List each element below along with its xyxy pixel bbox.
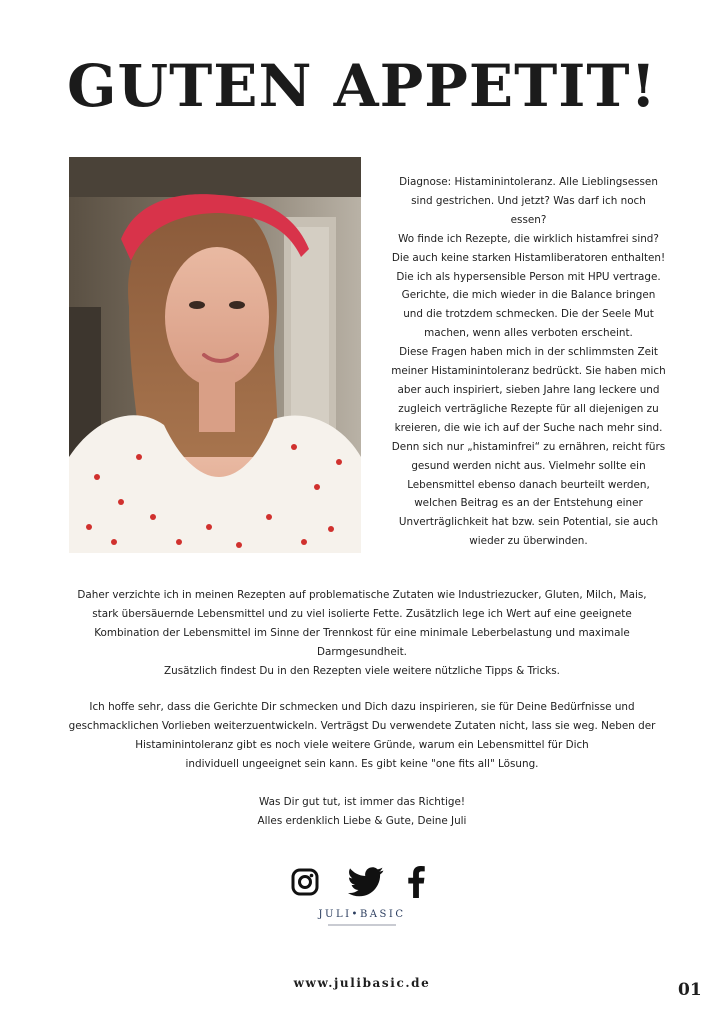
intro-line: zugleich verträgliche Rezepte für all diejenigen zu bbox=[398, 402, 659, 415]
intro-line: wieder zu überwinden. bbox=[469, 535, 588, 548]
intro-line: gesund werden nicht aus. Vielmehr sollte ein bbox=[411, 459, 646, 472]
intro-line: machen, wenn alles verboten erscheint. bbox=[424, 327, 633, 340]
paragraph-ingredients bbox=[40, 586, 684, 681]
page-number: 01 bbox=[678, 980, 702, 1000]
website-link[interactable]: www.julibasic.de bbox=[293, 976, 431, 990]
brand-tagline-rule bbox=[328, 924, 396, 926]
closing-line: Alles erdenklich Liebe & Gute, Deine Juli bbox=[257, 814, 467, 827]
closing-signature bbox=[40, 793, 684, 831]
intro-line: Wo finde ich Rezepte, die wirklich histamfrei sind? bbox=[398, 232, 659, 245]
page-title: GUTEN APPETIT! bbox=[66, 52, 658, 120]
intro-line: welchen Beitrag es an der Entstehung einer bbox=[414, 497, 643, 510]
social-links bbox=[0, 866, 724, 900]
paragraph-line: Darmgesundheit. bbox=[317, 645, 407, 658]
intro-line: Gerichte, die mich wieder in die Balance bringen bbox=[401, 289, 656, 302]
paragraph-line: individuell ungeeignet sein kann. Es gibt keine "one fits all" Lösung. bbox=[185, 757, 539, 770]
closing-line: Was Dir gut tut, ist immer das Richtige! bbox=[258, 796, 466, 808]
intro-line: und die trotzdem schmecken. Die der Seele Mut bbox=[403, 308, 654, 321]
brand-name: JULI•BASIC bbox=[318, 909, 406, 920]
paragraph-inspiration bbox=[40, 698, 684, 774]
intro-line: Denn sich nur „histaminfrei“ zu ernähren, reicht fürs bbox=[391, 440, 666, 453]
intro-line: sind gestrichen. Und jetzt? Was darf ich noch bbox=[411, 194, 646, 207]
intro-line: Unverträglichkeit hat bzw. sein Potential, sie auch bbox=[398, 516, 659, 529]
brand-logo bbox=[262, 909, 462, 926]
paragraph-line: Ich hoffe sehr, dass die Gerichte Dir schmecken und Dich dazu inspirieren, sie für Deine Bedürfnisse und bbox=[89, 701, 635, 713]
intro-line: aber auch inspiriert, sieben Jahre lang leckere und bbox=[397, 383, 660, 396]
paragraph-line: Kombination der Lebensmittel im Sinne der Trennkost für eine minimale Leberbelastung und maximale bbox=[94, 626, 630, 639]
intro-line: kreieren, die wie ich auf der Suche nach mehr sind. bbox=[394, 421, 663, 434]
paragraph-line: Zusätzlich findest Du in den Rezepten viele weitere nützliche Tipps & Tricks. bbox=[164, 664, 560, 677]
intro-line: essen? bbox=[510, 213, 547, 226]
twitter-icon[interactable] bbox=[348, 866, 382, 900]
intro-line: Die ich als hypersensible Person mit HPU vertrage. bbox=[396, 270, 661, 283]
intro-line: meiner Histaminintoleranz bedrückt. Sie haben mich bbox=[391, 365, 666, 378]
paragraph-line: stark übersäuernde Lebensmittel und zu viel isolierte Fette. Zusätzlich lege ich Wert auf eine geeignete bbox=[92, 607, 632, 620]
intro-line: Die auch keine starken Histamliberatoren enthalten! bbox=[391, 251, 666, 264]
paragraph-line: geschmacklichen Vorlieben weiterzuentwickeln. Verträgst Du verwendete Zutaten nicht, lass sie weg. Neben der bbox=[68, 719, 656, 732]
intro-text bbox=[382, 173, 675, 551]
paragraph-line: Daher verzichte ich in meinen Rezepten auf problematische Zutaten wie Industriezucker, Gluten, Milch, Mais, bbox=[77, 589, 647, 601]
intro-line: Diese Fragen haben mich in der schlimmsten Zeit bbox=[399, 346, 658, 359]
intro-line: Lebensmittel ebenso danach beurteilt werden, bbox=[407, 478, 650, 491]
intro-line: Diagnose: Histaminintoleranz. Alle Lieblingsessen bbox=[399, 176, 658, 188]
portrait-photo bbox=[69, 157, 361, 553]
facebook-icon[interactable] bbox=[407, 866, 441, 900]
paragraph-line: Histaminintoleranz gibt es noch viele weitere Gründe, warum ein Lebensmittel für Dich bbox=[135, 738, 589, 751]
instagram-icon[interactable] bbox=[291, 868, 325, 902]
